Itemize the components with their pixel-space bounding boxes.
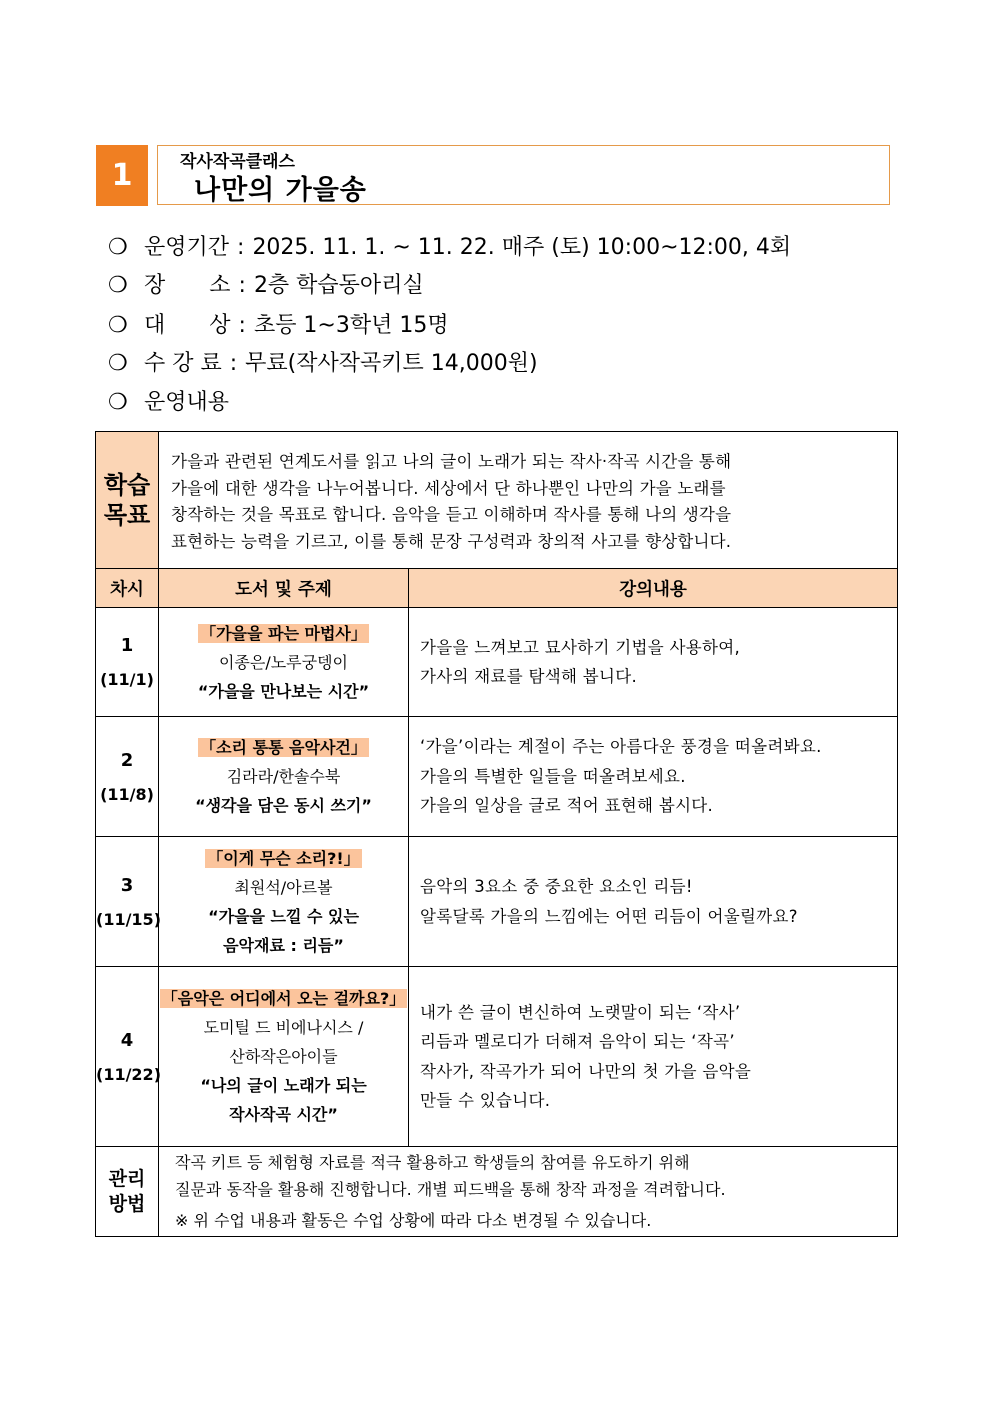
title-box xyxy=(157,145,890,205)
book-theme: “가을을 느낄 수 있는 xyxy=(208,906,359,926)
goal-label xyxy=(96,432,159,569)
goal-label-line: 학습 xyxy=(103,471,151,499)
goal-line: 창작하는 것을 목표로 합니다. 음악을 듣고 이해하며 작사를 통해 나의 생각을 xyxy=(171,505,732,524)
col-session: 차시 xyxy=(96,569,159,608)
book-theme: “나의 글이 노래가 되는 xyxy=(200,1076,367,1095)
table-row xyxy=(96,837,898,967)
lecture-line: 작사가, 작곡가가 되어 나만의 첫 가을 음악을 xyxy=(420,1061,752,1081)
book-author: 최원석/아르볼 xyxy=(234,877,333,897)
lecture-line: 가을의 특별한 일들을 떠올려보세요. xyxy=(420,766,686,786)
book-title: 「소리 통통 음악사건」 xyxy=(200,738,367,757)
lecture-cell xyxy=(409,837,898,967)
lecture-line: 만들 수 있습니다. xyxy=(420,1091,551,1110)
management-label-line: 방법 xyxy=(108,1192,146,1215)
book-cell xyxy=(159,717,409,837)
book-theme: 음악재료 : 리듬” xyxy=(223,935,344,955)
col-content: 강의내용 xyxy=(409,569,898,608)
bullet-icon: ❍ xyxy=(108,313,128,338)
section-number: 1 xyxy=(96,145,148,206)
session-number: 1 xyxy=(120,635,134,656)
program-table xyxy=(95,431,898,1237)
session-cell xyxy=(96,837,159,967)
table-row xyxy=(96,608,898,717)
info-place xyxy=(108,268,424,299)
lecture-cell xyxy=(409,717,898,837)
info-fee xyxy=(108,346,538,377)
bullet-icon: ❍ xyxy=(108,390,128,415)
book-title: 「이게 무슨 소리?!」 xyxy=(207,848,360,868)
info-label: 장 소 xyxy=(144,273,231,298)
book-theme: “가을을 만나보는 시간” xyxy=(197,681,370,701)
book-cell xyxy=(159,967,409,1147)
management-label-line: 관리 xyxy=(108,1167,146,1190)
bullet-icon: ❍ xyxy=(108,351,128,376)
session-date: (11/1) xyxy=(100,670,154,689)
lecture-line: ‘가을’이라는 계절이 주는 아름다운 풍경을 떠올려봐요. xyxy=(420,737,822,757)
management-text xyxy=(159,1147,898,1237)
info-value: 무료(작사작곡키트 14,000원) xyxy=(245,351,538,376)
book-theme: 작사작곡 시간” xyxy=(229,1105,338,1124)
goal-line: 표현하는 능력을 기르고, 이를 통해 문장 구성력과 창의적 사고를 향상합니다. xyxy=(171,531,732,551)
goal-label-line: 목표 xyxy=(103,501,151,529)
book-author: 산하작은아이들 xyxy=(229,1047,338,1066)
bullet-icon: ❍ xyxy=(108,235,128,260)
management-line: 작곡 키트 등 체험형 자료를 적극 활용하고 학생들의 참여를 유도하기 위해 xyxy=(175,1153,690,1172)
lecture-line: 알록달록 가을의 느낌에는 어떤 리듬이 어울릴까요? xyxy=(420,906,798,926)
class-title: 나만의 가을송 xyxy=(194,175,367,206)
column-header-row xyxy=(96,569,898,608)
info-value: 2025. 11. 1. ~ 11. 22. 매주 (토) 10:00~12:00, 4회 xyxy=(252,235,792,260)
session-cell xyxy=(96,608,159,717)
info-sep: : xyxy=(229,351,238,376)
management-row xyxy=(96,1147,898,1237)
class-subtitle: 작사작곡클래스 xyxy=(180,152,295,172)
info-value: 2층 학습동아리실 xyxy=(253,273,424,298)
info-target xyxy=(108,308,449,339)
management-line: 질문과 동작을 활용해 진행합니다. 개별 피드백을 통해 창작 과정을 격려합니다. xyxy=(175,1180,726,1199)
info-sep: : xyxy=(238,313,246,338)
book-author: 도미틸 드 비에나시스 / xyxy=(203,1018,364,1037)
book-title: 「음악은 어디에서 오는 걸까요?」 xyxy=(161,989,406,1008)
management-label xyxy=(96,1147,159,1237)
lecture-line: 내가 쓴 글이 변신하여 노랫말이 되는 ‘작사’ xyxy=(420,1002,741,1022)
goal-line: 가을과 관련된 연계도서를 읽고 나의 글이 노래가 되는 작사·작곡 시간을 통해 xyxy=(171,452,732,471)
lecture-line: 가을의 일상을 글로 적어 표현해 봅시다. xyxy=(420,796,714,816)
session-date: (11/15) xyxy=(96,909,161,929)
lecture-line: 가을을 느껴보고 묘사하기 기법을 사용하여, xyxy=(420,637,741,657)
info-sep: : xyxy=(237,235,245,260)
bullet-icon: ❍ xyxy=(108,273,128,298)
book-title: 「가을을 파는 마법사」 xyxy=(200,623,367,643)
info-sep: : xyxy=(238,273,246,298)
lecture-cell xyxy=(409,608,898,717)
session-cell xyxy=(96,967,159,1147)
info-label: 운영기간 xyxy=(144,235,230,260)
lecture-line: 음악의 3요소 중 중요한 요소인 리듬! xyxy=(420,877,693,896)
book-author: 김라라/한솔수북 xyxy=(226,767,341,786)
book-cell xyxy=(159,837,409,967)
info-value: 초등 1~3학년 15명 xyxy=(253,313,449,338)
management-line: ※ 위 수업 내용과 활동은 수업 상황에 따라 다소 변경될 수 있습니다. xyxy=(175,1211,652,1230)
info-period xyxy=(108,230,791,261)
book-cell xyxy=(159,608,409,717)
lecture-cell xyxy=(409,967,898,1147)
goal-text xyxy=(159,432,898,569)
session-date: (11/22) xyxy=(96,1064,161,1084)
info-label: 운영내용 xyxy=(144,390,230,415)
info-content xyxy=(108,385,229,416)
info-label: 대 상 xyxy=(144,313,231,338)
table-row xyxy=(96,967,898,1147)
session-number: 4 xyxy=(120,1029,134,1051)
table-row xyxy=(96,717,898,837)
session-number: 2 xyxy=(120,749,134,771)
session-cell xyxy=(96,717,159,837)
info-label: 수 강 료 xyxy=(144,351,222,376)
book-author: 이종은/노루궁뎅이 xyxy=(218,652,349,672)
session-number: 3 xyxy=(120,874,134,896)
session-date: (11/8) xyxy=(100,784,154,804)
book-theme: “생각을 담은 동시 쓰기” xyxy=(195,796,372,815)
lecture-line: 가사의 재료를 탐색해 봅니다. xyxy=(420,667,638,686)
goal-line: 가을에 대한 생각을 나누어봅니다. 세상에서 단 하나뿐인 나만의 가을 노래를 xyxy=(171,478,726,498)
lecture-line: 리듬과 멜로디가 더해져 음악이 되는 ‘작곡’ xyxy=(420,1032,735,1051)
col-book: 도서 및 주제 xyxy=(159,569,409,608)
goal-row xyxy=(96,432,898,569)
